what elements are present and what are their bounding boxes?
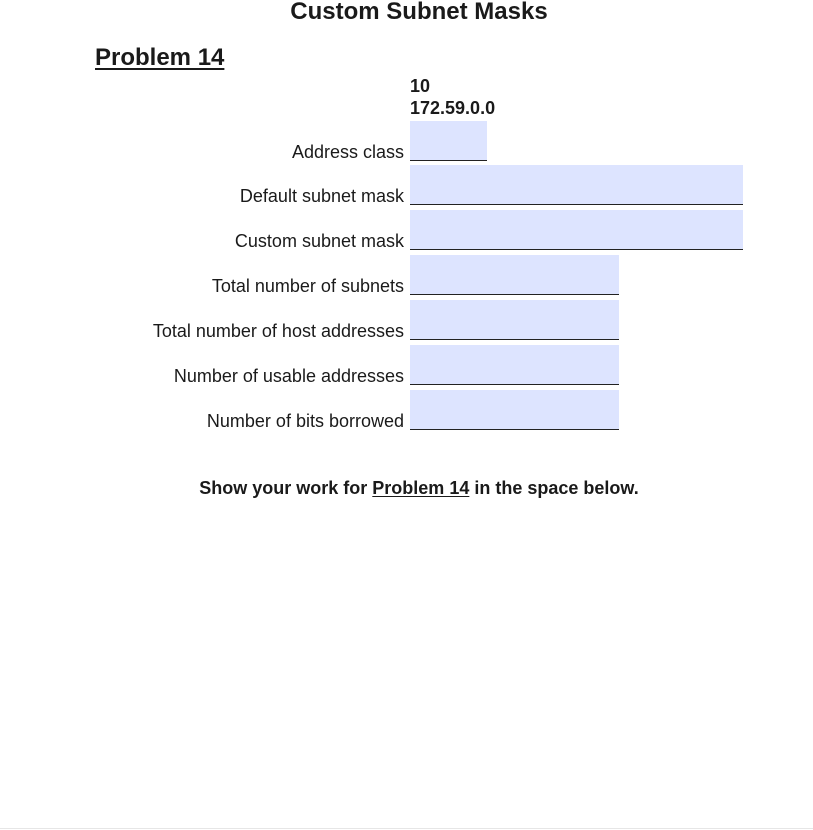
work-prefix: Show your work for <box>199 478 368 498</box>
given-value: 172.59.0.0 <box>410 98 496 118</box>
default-subnet-mask-field[interactable] <box>410 165 743 205</box>
question-label: Default subnet mask <box>239 186 404 206</box>
total-subnets-field[interactable] <box>410 255 619 295</box>
work-suffix: in the space below. <box>474 478 639 498</box>
show-work-instruction <box>0 478 813 499</box>
question-row-default-mask <box>0 165 813 207</box>
question-row-total-subnets <box>0 255 813 297</box>
question-label: Number of bits borrowed <box>206 411 404 431</box>
total-host-addresses-field[interactable] <box>410 300 619 340</box>
given-value: 10 <box>410 76 431 96</box>
problem-heading: Problem 14 <box>95 44 225 71</box>
address-class-field[interactable] <box>410 121 487 161</box>
question-row-total-hosts <box>0 300 813 342</box>
page-title: Custom Subnet Masks <box>290 0 548 25</box>
question-label: Number of usable addresses <box>173 366 404 386</box>
question-label: Address class <box>291 142 404 162</box>
question-row-address-class <box>0 121 813 163</box>
question-row-usable-addresses <box>0 345 813 387</box>
question-label: Total number of host addresses <box>152 321 404 341</box>
usable-addresses-field[interactable] <box>410 345 619 385</box>
question-label: Total number of subnets <box>211 276 404 296</box>
bits-borrowed-field[interactable] <box>410 390 619 430</box>
question-row-bits-borrowed <box>0 390 813 432</box>
question-label: Custom subnet mask <box>234 231 404 251</box>
page-bottom-divider <box>0 828 813 829</box>
custom-subnet-mask-field[interactable] <box>410 210 743 250</box>
work-problem-ref: Problem 14 <box>372 478 470 498</box>
question-row-custom-mask <box>0 210 813 252</box>
